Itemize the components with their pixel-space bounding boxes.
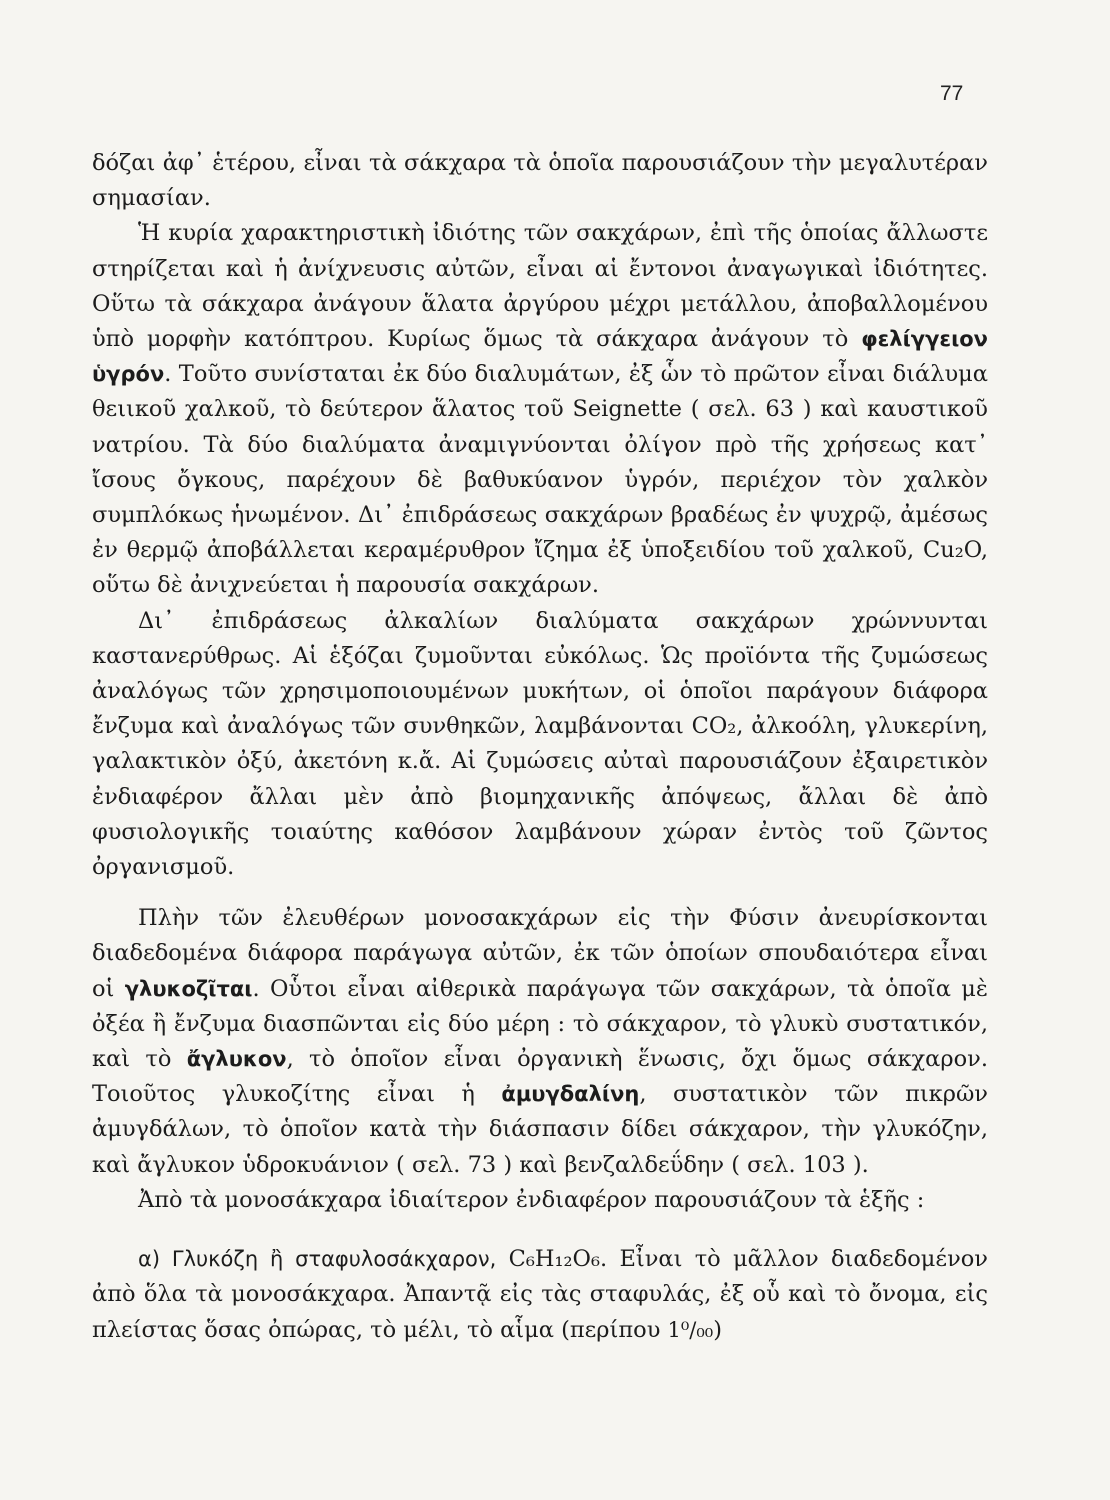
- paragraph-text: Δι᾽ ἐπιδράσεως ἀλκαλίων διαλύματα σακχάρων χρώννυνται καστανερύθρως. Αἱ ἑξόζαι ζυμοῦνται εὐκόλως. Ὡς προϊόντα τῆς ζυμώσεως ἀναλόγως τῶν χρησιμοποιουμένων μυκήτων, οἱ ὁποῖοι παράγουν διάφορα ἔνζυμα καὶ ἀναλόγως τῶν συνθηκῶν, λαμβάνονται CO₂, ἀλκοόλη, γλυκερίνη, γαλακτικὸν ὀξύ, ἀκετόνη κ.ἄ. Αἱ ζυμώσεις αὐταὶ παρουσιάζουν ἐξαιρετικὸν ἐνδιαφέρον ἄλλαι μὲν ἀπὸ βιομηχανικῆς ἀπόψεως, ἄλλαι δὲ ἀπὸ φυσιολογικῆς τοιαύτης καθόσον λαμβάνουν χώραν ἐντὸς τοῦ ζῶντος ὀργανισμοῦ.: [92, 607, 988, 881]
- paragraph-monosaccharides-intro: [92, 1183, 988, 1218]
- section-heading-glucose: α) Γλυκόζη ἢ σταφυλοσάκχαρον,: [138, 1247, 497, 1272]
- paragraph-text: . Οὗτοι εἶναι αἰθερικὰ παράγωγα τῶν σακχάρων, τὰ ὁποῖα μὲ ὀξέα ἢ ἔνζυμα διασπῶνται εἰς δύο μέρη : τὸ σάκχαρον, τὸ γλυκὺ συστατικόν, καὶ τὸ: [92, 975, 988, 1073]
- bold-term-glycosides: γλυκοζῖται: [124, 976, 253, 1001]
- paragraph-continuation: [92, 146, 988, 216]
- closing-parenthesis: ): [713, 1316, 723, 1343]
- paragraph-text: Πλὴν τῶν ἐλευθέρων μονοσακχάρων εἰς τὴν Φύσιν ἀνευρίσκονται διαδεδομένα διάφορα παράγωγα αὐτῶν, ἐκ τῶν ὁποίων σπουδαιότερα εἶναι οἱ: [92, 905, 988, 1002]
- paragraph-glycosides: [92, 901, 988, 1183]
- paragraph-text: Ἡ κυρία χαρακτηριστικὴ ἰδιότης τῶν σακχάρων, ἐπὶ τῆς ὁποίας ἄλλωστε στηρίζεται καὶ ἡ ἀνίχνευσις αὐτῶν, εἶναι αἱ ἔντονοι ἀναγωγικαὶ ἰδιότητες. Οὕτω τὰ σάκχαρα ἀνάγουν ἅλατα ἀργύρου μέχρι μετάλλου, ἀποβαλλομένου ὑπὸ μορφὴν κατόπτρου. Κυρίως ὅμως τὰ σάκχαρα ἀνάγουν τὸ: [92, 220, 988, 353]
- page-number: 77: [940, 82, 964, 105]
- per-mille-value: 1⁰/₀₀: [667, 1317, 714, 1342]
- paragraph-fermentation: [92, 604, 988, 886]
- bold-term-aglycone: ἄγλυκον: [186, 1047, 287, 1072]
- paragraph-text: Ἀπὸ τὰ μονοσάκχαρα ἰδιαίτερον ἐνδιαφέρον παρουσιάζουν τὰ ἑξῆς :: [138, 1186, 925, 1213]
- body-text: [92, 146, 988, 1348]
- paragraph-reducing-properties: [92, 216, 988, 603]
- paragraph-text: δόζαι ἀφ᾽ ἑτέρου, εἶναι τὰ σάκχαρα τὰ ὁποῖα παρουσιάζουν τὴν μεγαλυτέραν σημασίαν.: [92, 150, 988, 212]
- paragraph-glucose: [92, 1242, 988, 1348]
- paragraph-text: , συστατικὸν τῶν πικρῶν ἀμυγδάλων, τὸ ὁποῖον κατὰ τὴν διάσπασιν δίδει σάκχαρον, τὴν γλυκόζην, καὶ ἄγλυκον ὑδροκυάνιον ( σελ. 73 ) καὶ βενζαλδεΰδην ( σελ. 103 ).: [92, 1081, 988, 1178]
- paragraph-text: , τὸ ὁποῖον εἶναι ὀργανικὴ ἕνωσις, ὄχι ὅμως σάκχαρον. Τοιοῦτος γλυκοζίτης εἶναι ἡ: [92, 1046, 988, 1108]
- paragraph-text: C₆H₁₂O₆. Εἶναι τὸ μᾶλλον διαδεδομένον ἀπὸ ὅλα τὰ μονοσάκχαρα. Ἀπαντᾷ εἰς τὰς σταφυλάς, ἐξ οὗ καὶ τὸ ὄνομα, εἰς πλείστας ὅσας ὀπώρας, τὸ μέλι, τὸ αἷμα (περίπου: [92, 1246, 988, 1343]
- paragraph-text: . Τοῦτο συνίσταται ἐκ δύο διαλυμάτων, ἐξ ὧν τὸ πρῶτον εἶναι διάλυμα θειικοῦ χαλκοῦ, τὸ δεύτερον ἅλατος τοῦ Seignette ( σελ. 63 ) καὶ καυστικοῦ νατρίου. Τὰ δύο διαλύματα ἀναμιγνύονται ὀλίγον πρὸ τῆς χρήσεως κατ᾽ ἴσους ὄγκους, παρέχουν δὲ βαθυκύανον ὑγρόν, περιέχον τὸν χαλκὸν συμπλόκως ἡνωμένον. Δι᾽ ἐπιδράσεως σακχάρων βραδέως ἐν ψυχρῷ, ἀμέσως ἐν θερμῷ ἀποβάλλεται κεραμέρυθρον ἴζημα ἐξ ὑποξειδίου τοῦ χαλκοῦ, Cu₂O, οὕτω δὲ ἀνιχνεύεται ἡ παρουσία σακχάρων.: [92, 361, 988, 599]
- bold-term-fehling-liquid: φελίγγειον ὑγρόν: [92, 327, 988, 387]
- bold-term-amygdalin: ἀμυγδαλίνη: [501, 1082, 640, 1107]
